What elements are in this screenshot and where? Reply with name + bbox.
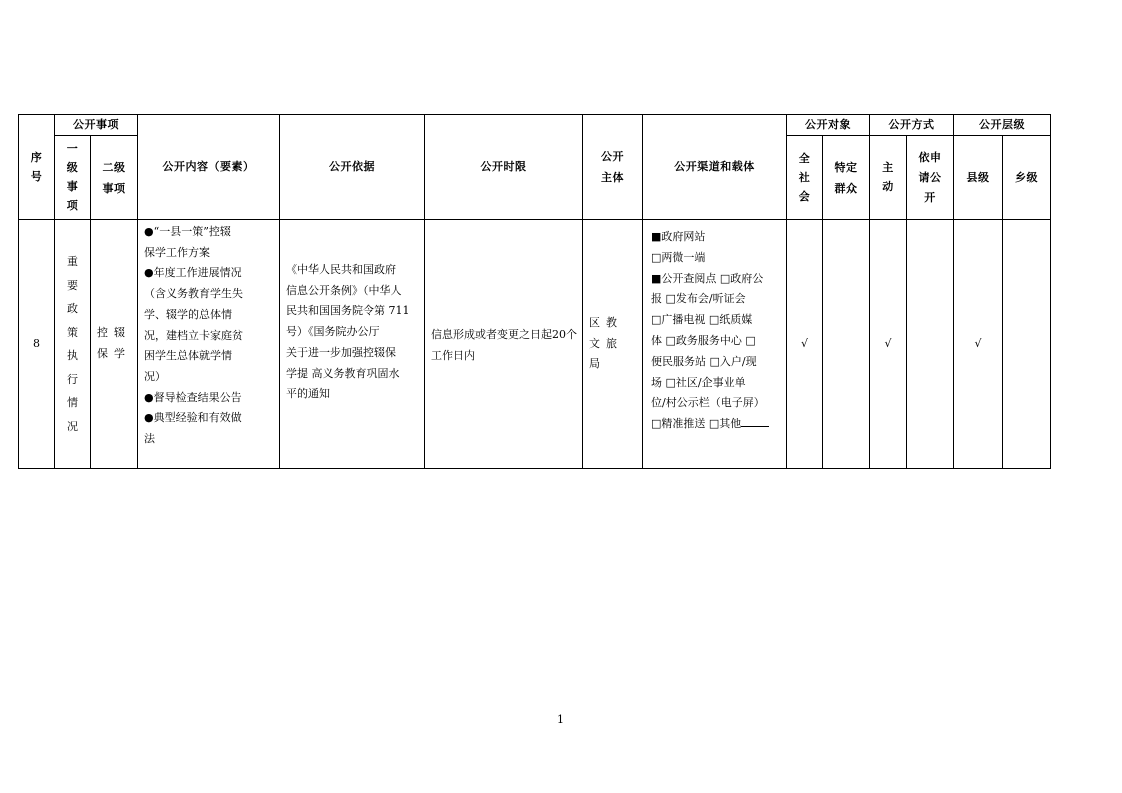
basis-line: 号）《国务院办公厅 bbox=[286, 325, 380, 339]
header-content: 公开内容（要素） bbox=[138, 115, 280, 220]
header-time-limit: 公开时限 bbox=[425, 115, 583, 220]
row-subject: 区教文旅局 bbox=[583, 220, 643, 469]
row-method-active: √ bbox=[870, 220, 907, 469]
channel-line: 位/村公示栏（电子屏） bbox=[651, 396, 765, 410]
header-target: 公开对象 bbox=[787, 115, 870, 136]
row-basis bbox=[280, 220, 425, 469]
header-method-active: 主动 bbox=[870, 136, 907, 220]
basis-line: 关于进一步加强控辍保 bbox=[286, 345, 396, 359]
channel-line: □两微一端 bbox=[651, 250, 706, 264]
row-level-county: √ bbox=[954, 220, 1003, 469]
row-method-apply bbox=[907, 220, 954, 469]
row-target-specific bbox=[823, 220, 870, 469]
content-line: ●督导检查结果公告 bbox=[144, 390, 242, 404]
channel-line: 便民服务站 □入户/现 bbox=[651, 354, 757, 368]
header-public-items: 公开事项 bbox=[55, 115, 138, 136]
content-line: ●典型经验和有效做 bbox=[144, 411, 242, 425]
basis-line: 民共和国国务院令第 711 bbox=[286, 304, 410, 318]
row-channel bbox=[643, 220, 787, 469]
other-blank-underline bbox=[741, 414, 769, 427]
header-subject: 公开主体 bbox=[583, 115, 643, 220]
content-line: 况） bbox=[144, 369, 166, 383]
row-content bbox=[138, 220, 280, 469]
header-target-all: 全社会 bbox=[787, 136, 823, 220]
header-method: 公开方式 bbox=[870, 115, 954, 136]
header-target-specific: 特定群众 bbox=[823, 136, 870, 220]
row-level-township bbox=[1003, 220, 1051, 469]
row-level2: 控辍保学 bbox=[91, 220, 138, 469]
content-line: 困学生总体就学情 bbox=[144, 349, 232, 363]
channel-line: 体 □政务服务中心 □ bbox=[651, 333, 756, 347]
content-line: ●“一县一策”控辍 bbox=[144, 225, 231, 238]
basis-line: 学提 高义务教育巩固水 bbox=[286, 366, 400, 380]
channel-line: 场 □社区/企事业单 bbox=[651, 375, 746, 389]
content-line: 保学工作方案 bbox=[144, 245, 210, 259]
basis-line: 信息公开条例》（中华人 bbox=[286, 283, 402, 297]
header-level-county: 县级 bbox=[954, 136, 1003, 220]
row-time-limit: 信息形成或者变更之日起20个工作日内 bbox=[425, 220, 583, 469]
basis-line: 《中华人民共和国政府 bbox=[286, 263, 396, 276]
row-seq: 8 bbox=[19, 220, 55, 469]
header-method-apply: 依申请公开 bbox=[907, 136, 954, 220]
content-line: ●年度工作进展情况 bbox=[144, 266, 242, 280]
content-line: 况，建档立卡家庭贫 bbox=[144, 328, 243, 342]
channel-line: □精准推送 □其他 bbox=[651, 414, 782, 435]
header-level2: 二级事项 bbox=[91, 136, 138, 220]
channel-line: ■政府网站 bbox=[651, 230, 706, 243]
page-number: 1 bbox=[557, 713, 564, 726]
channel-line: ■公开查阅点 □政府公 bbox=[651, 271, 764, 285]
row-level1: 重要政策执行情况 bbox=[55, 220, 91, 469]
content-line: （含义务教育学生失 bbox=[144, 287, 243, 301]
channel-line: 报 □发布会/听证会 bbox=[651, 292, 746, 306]
content-line: 学、辍学的总体情 bbox=[144, 307, 232, 321]
content-line: 法 bbox=[144, 432, 155, 446]
row-target-all: √ bbox=[787, 220, 823, 469]
header-seq: 序号 bbox=[19, 115, 55, 220]
header-basis: 公开依据 bbox=[280, 115, 425, 220]
disclosure-table bbox=[18, 114, 1051, 469]
basis-line: 平的通知 bbox=[286, 387, 330, 401]
header-level-township: 乡级 bbox=[1003, 136, 1051, 220]
header-level1: 一级事项 bbox=[55, 136, 91, 220]
channel-line: □广播电视 □纸质媒 bbox=[651, 313, 753, 327]
header-level: 公开层级 bbox=[954, 115, 1051, 136]
header-channel: 公开渠道和载体 bbox=[643, 115, 787, 220]
